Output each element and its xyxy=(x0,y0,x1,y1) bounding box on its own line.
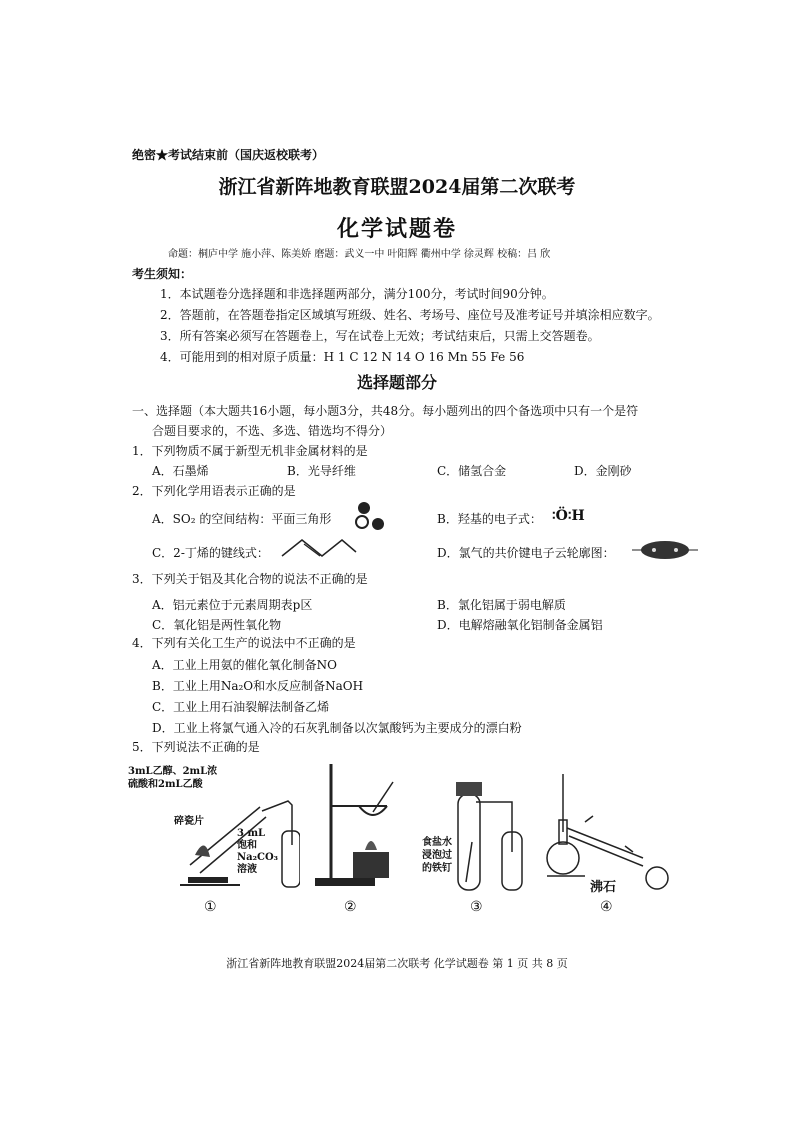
so2-structure-icon xyxy=(350,500,390,534)
question-3-stem: 3．下列关于铝及其化合物的说法不正确的是 xyxy=(132,572,368,586)
section-title: 选择题部分 xyxy=(356,373,437,392)
figure-number: ③ xyxy=(470,899,483,915)
question-4-stem: 4．下列有关化工生产的说法中不正确的是 xyxy=(132,636,356,650)
evaporation-apparatus-figure xyxy=(315,762,405,894)
hydroxyl-formula: ∶Ö∶H xyxy=(552,508,585,524)
page-title: 浙江省新阵地教育联盟2024届第二次联考 xyxy=(218,176,576,198)
q4-option-a: A．工业上用氨的催化氧化制备NO xyxy=(152,658,338,672)
fig4-boiling-chips-label: 沸石 xyxy=(590,880,617,895)
q2-option-a: A．SO₂ 的空间结构：平面三角形 xyxy=(152,512,332,526)
q2-option-b: B．羟基的电子式： xyxy=(437,512,542,526)
fig3-label: 食盐水 浸泡过 的铁钉 xyxy=(422,837,452,874)
notice-item: 4．可能用到的相对原子质量：H 1 C 12 N 14 O 16 Mn 55 Fe 56 xyxy=(160,350,525,364)
page-footer: 浙江省新阵地教育联盟2024届第二次联考 化学试题卷 第 1 页 共 8 页 xyxy=(226,957,568,970)
figure-number: ① xyxy=(204,899,217,915)
fig1-chip-label: 碎瓷片 xyxy=(174,816,204,827)
notice-heading: 考生须知： xyxy=(132,267,193,281)
q1-option-a: A．石墨烯 xyxy=(152,464,209,478)
q3-option-a: A．铝元素位于元素周期表p区 xyxy=(152,598,313,612)
figure-number: ④ xyxy=(600,899,613,915)
q2-option-c: C．2-丁烯的键线式： xyxy=(152,546,269,560)
electron-cloud-icon xyxy=(632,538,698,562)
confidential-label: 绝密★考试结束前（国庆返校联考） xyxy=(132,148,325,162)
q4-option-b: B．工业上用Na₂O和水反应制备NaOH xyxy=(152,679,364,693)
authors-line: 命题：桐庐中学 施小萍、陈美娇 磨题：武义一中 叶阳辉 衢州中学 徐灵辉 校稿：吕 欣 xyxy=(168,249,551,260)
notice-item: 2．答题前，在答题卷指定区域填写班级、姓名、考场号、座位号及准考证号并填涂相应数字。 xyxy=(160,308,660,322)
q4-option-c: C．工业上用石油裂解法制备乙烯 xyxy=(152,700,330,714)
q1-option-c: C．储氢合金 xyxy=(437,464,507,478)
q4-option-d: D．工业上将氯气通入冷的石灰乳制备以次氯酸钙为主要成分的漂白粉 xyxy=(152,721,522,735)
q3-option-c: C．氧化铝是两性氧化物 xyxy=(152,618,282,632)
butene-skeletal-icon xyxy=(280,536,358,560)
notice-item: 3．所有答案必须写在答题卷上，写在试卷上无效；考试结束后，只需上交答题卷。 xyxy=(160,329,600,343)
part-intro: 一、选择题（本大题共16小题，每小题3分，共48分。每小题列出的四个备选项中只有一个是符 xyxy=(132,404,639,418)
fig1-label: 3mL乙醇、2mL浓 xyxy=(128,766,218,777)
fig1-solution-label: 3 mL 饱和 Na₂CO₃ 溶液 xyxy=(237,828,279,875)
q2-option-d: D．氯气的共价键电子云轮廓图： xyxy=(437,546,615,560)
iron-corrosion-figure xyxy=(452,782,532,894)
notice-item: 1．本试题卷分选择题和非选择题两部分，满分100分，考试时间90分钟。 xyxy=(160,287,554,301)
q1-option-d: D．金刚砂 xyxy=(574,464,632,478)
fig1-label: 硫酸和2mL乙酸 xyxy=(128,779,203,790)
question-1-stem: 1．下列物质不属于新型无机非金属材料的是 xyxy=(132,444,368,458)
figure-number: ② xyxy=(344,899,357,915)
q3-option-d: D．电解熔融氧化铝制备金属铝 xyxy=(437,618,603,632)
question-2-stem: 2．下列化学用语表示正确的是 xyxy=(132,484,296,498)
q1-option-b: B．光导纤维 xyxy=(287,464,356,478)
ester-apparatus-figure xyxy=(170,785,300,895)
part-intro: 合题目要求的，不选、多选、错选均不得分） xyxy=(152,424,393,438)
question-5-stem: 5．下列说法不正确的是 xyxy=(132,740,260,754)
paper-subtitle: 化学试题卷 xyxy=(336,216,457,242)
q3-option-b: B．氯化铝属于弱电解质 xyxy=(437,598,566,612)
